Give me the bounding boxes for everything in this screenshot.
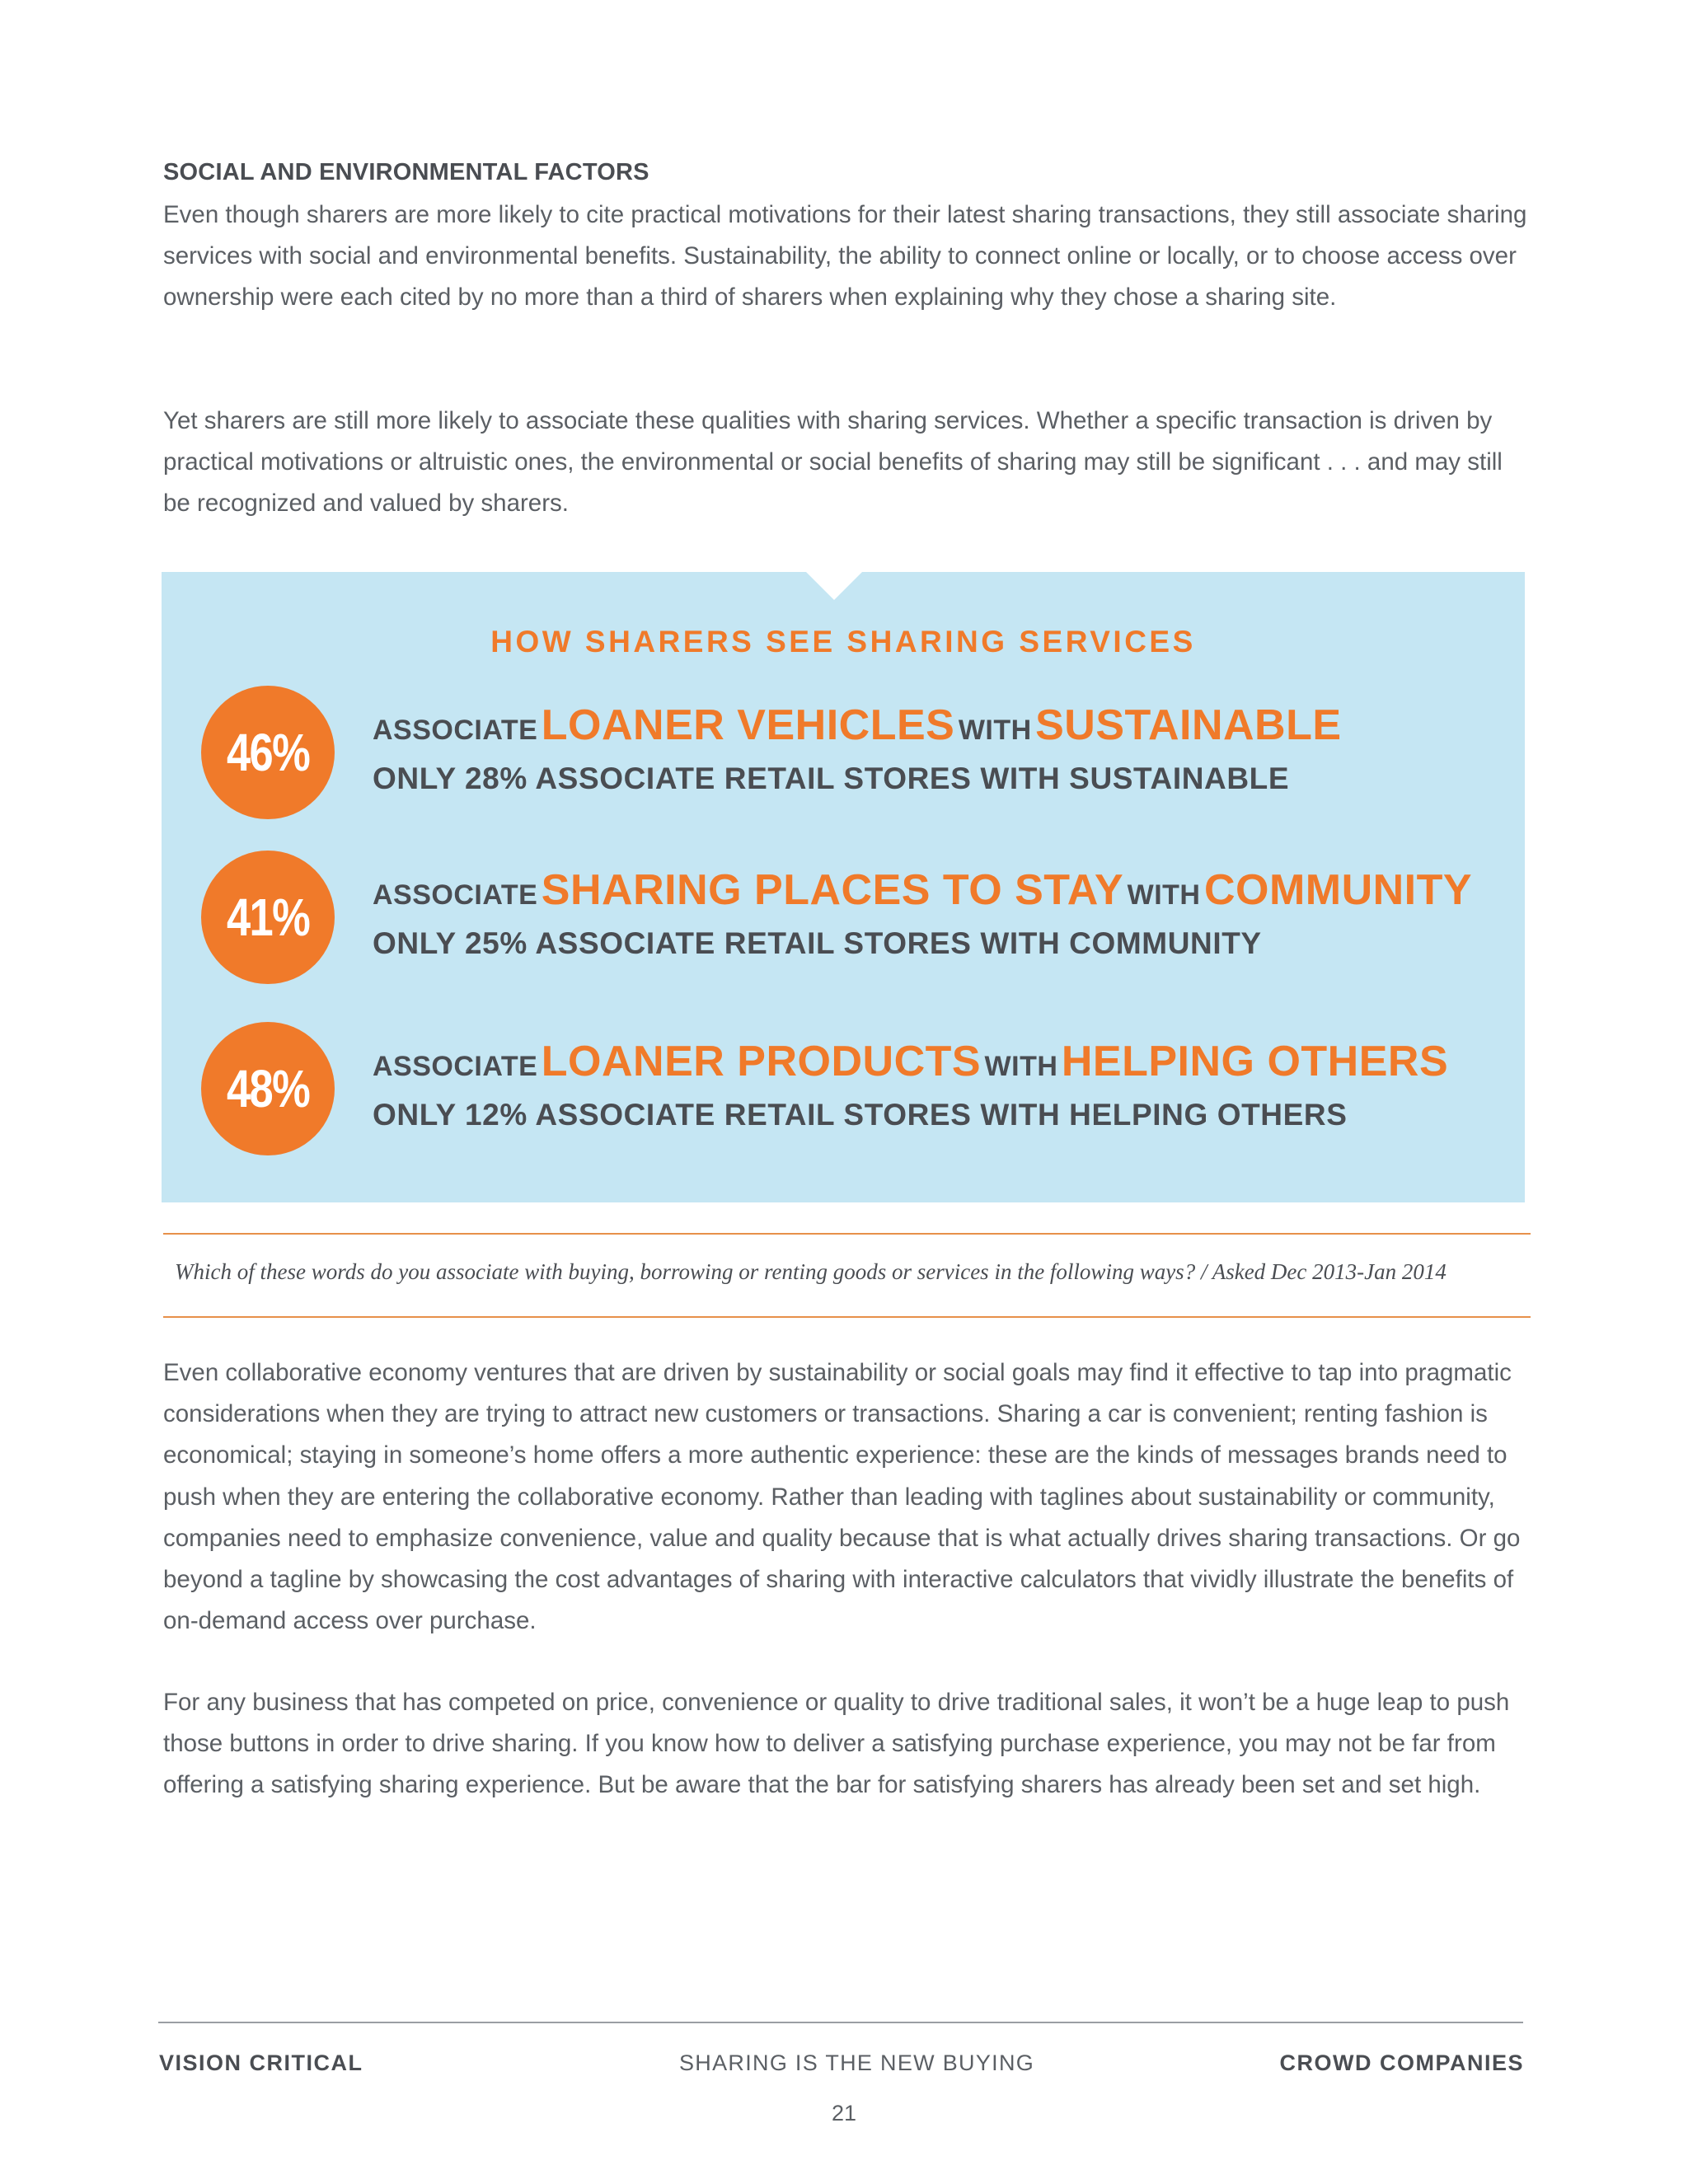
footer-right-brand: CROWD COMPANIES: [1279, 2050, 1524, 2075]
stat-comparison: ONLY 28% ASSOCIATE RETAIL STORES WITH SUSTAINABLE: [373, 762, 1290, 795]
stat-subject: LOANER PRODUCTS: [541, 1038, 982, 1085]
percent-badge: 41%: [201, 851, 335, 984]
footer-left-brand: VISION CRITICAL: [159, 2050, 363, 2075]
with-word: WITH: [984, 1051, 1058, 1082]
stat-row-places-to-stay: [201, 851, 1503, 991]
associate-word: ASSOCIATE: [373, 1051, 538, 1082]
stat-quality: SUSTAINABLE: [1035, 701, 1342, 749]
with-word: WITH: [958, 715, 1032, 746]
body-paragraph-ventures: Even collaborative economy ventures that are driven by sustainability or social goals may find it effective to tap into pragmatic considerations when they are trying to attract new customers or transactions. Sharing a car is convenient; renting fashion is economical; staying in someone’s home offers a more authentic experience: these are the kinds of messages brands need to push when they are entering the collaborative economy. Rather than leading with taglines about sustainability or community, companies need to emphasize convenience, value and quality because that is what actually drives sharing transactions. Or go beyond a tagline by showcasing the cost advantages of sharing with interactive calculators that vividly illustrate the benefits of on-demand access over purchase.: [163, 1359, 1521, 1635]
stat-row-loaner-vehicles: [201, 686, 1503, 826]
infographic-notch: [806, 572, 862, 600]
associate-word: ASSOCIATE: [373, 715, 538, 746]
stat-comparison: ONLY 12% ASSOCIATE RETAIL STORES WITH HELPING OTHERS: [373, 1098, 1348, 1132]
stat-quality: COMMUNITY: [1203, 866, 1473, 914]
intro-paragraph: Even though sharers are more likely to cite practical motivations for their latest sharing transactions, they still associate sharing services with social and environmental benefits. Sustainability, the ability to connect online or locally, or to choose access over ownership were each cited by no more than a third of sharers when explaining why they chose a sharing site.: [163, 201, 1527, 312]
stat-subject: LOANER VEHICLES: [541, 701, 955, 749]
footer-report-title: SHARING IS THE NEW BUYING: [679, 2050, 1035, 2075]
caption-rule-bottom: [163, 1316, 1531, 1318]
section-heading: SOCIAL AND ENVIRONMENTAL FACTORS: [163, 159, 649, 185]
stat-headline: [373, 1037, 1448, 1086]
stat-headline: [373, 701, 1342, 750]
body-paragraph-business: For any business that has competed on price, convenience or quality to drive traditional sales, it won’t be a huge leap to push those buttons in order to drive sharing. If you know how to deliver a satisfying purchase experience, you may not be far from offering a satisfying sharing experience. But be aware that the bar for satisfying sharers has already been set and set high.: [163, 1689, 1510, 1799]
second-paragraph: Yet sharers are still more likely to associate these qualities with sharing services. Whether a specific transaction is driven by practical motivations or altruistic ones, the environmental or social benefits of sharing may still be significant . . . and may still be recognized and valued by sharers.: [163, 407, 1503, 518]
stat-subject: SHARING PLACES TO STAY: [541, 866, 1124, 914]
percent-badge: 46%: [201, 686, 335, 819]
with-word: WITH: [1127, 879, 1201, 911]
page-number: 21: [831, 2101, 857, 2125]
associate-word: ASSOCIATE: [373, 879, 538, 911]
stat-row-loaner-products: [201, 1022, 1503, 1162]
stat-headline: [373, 865, 1472, 915]
footer-divider: [158, 2022, 1523, 2023]
stat-quality: HELPING OTHERS: [1061, 1038, 1449, 1085]
stat-comparison: ONLY 25% ASSOCIATE RETAIL STORES WITH COMMUNITY: [373, 926, 1262, 960]
survey-question-caption: Which of these words do you associate with buying, borrowing or renting goods or services in the following ways? / Asked Dec 2013-Jan 2014: [175, 1259, 1447, 1284]
percent-badge: 48%: [201, 1022, 335, 1155]
caption-rule-top: [163, 1233, 1531, 1235]
infographic-title: HOW SHARERS SEE SHARING SERVICES: [490, 625, 1196, 658]
